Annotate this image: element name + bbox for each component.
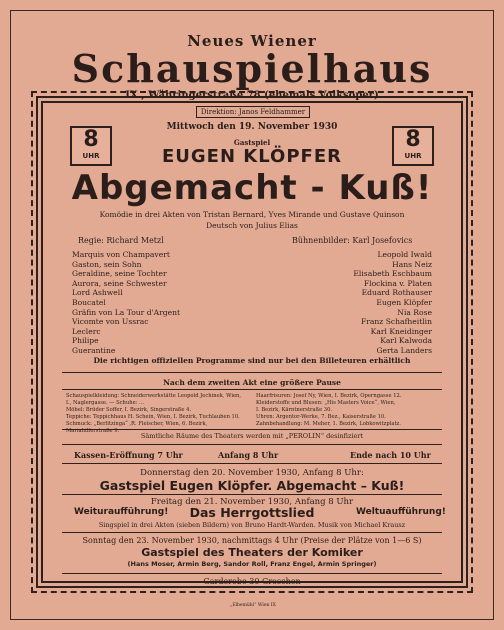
supplier-line: Teppiche: Teppichhaus H. Schein, Wien, I. Bezirk, Tuchlauben 10. [66, 414, 240, 420]
cast-actor: Eugen Klöpfer [376, 297, 432, 307]
event-date: Mittwoch den 19. November 1930 [166, 122, 338, 132]
friday-date: Freitag den 21. November 1930, Anfang 8 Uhr [150, 497, 354, 507]
friday-title: Das Herrgottslied [189, 505, 315, 520]
cast-actor: Elisabeth Eschbaum [353, 269, 432, 279]
cast-role: Gaston, sein Sohn [72, 259, 142, 269]
cast-row [72, 308, 432, 318]
cast-role: Philipe [72, 336, 99, 346]
sunday-cast: (Hans Moser, Armin Berg, Sandor Roll, Franz Engel, Armin Springer) [127, 560, 377, 568]
cast-row [72, 336, 432, 346]
cast-actor: Karl Kalwoda [380, 336, 432, 346]
cast-row [72, 279, 432, 289]
supplier-line: Schauspielkleidung: Schneiderwerkstätte Leopold Jechinek, Wien, [66, 393, 242, 399]
divider [62, 444, 442, 445]
supplier-line: Uhren: Argentor-Werke, 7. Bez., Kaiserstraße 10. [256, 414, 386, 420]
cast-role: Guerantine [72, 345, 116, 355]
cast-row [72, 327, 432, 337]
programme-note: Die richtigen offiziellen Programme sind nur bei den Billeteuren erhältlich [93, 356, 411, 365]
suppliers-right [256, 393, 440, 428]
divider [62, 494, 442, 495]
direction: Direktion: Janos Feldhammer [196, 106, 310, 118]
cast-actor: Hans Neiz [392, 259, 432, 269]
printer: „Elbemühl“ Wien IX [230, 603, 276, 608]
cast-row [72, 269, 432, 279]
cast-list [72, 250, 432, 356]
premiere-left: Weituraufführung! [74, 507, 169, 517]
supplier-line: I. Bezirk, Kärntnerstraße 30. [256, 407, 333, 413]
header-neues: Neues Wiener [187, 32, 317, 50]
cast-row [72, 288, 432, 298]
cast-actor: Gerta Landers [376, 345, 432, 355]
cast-role: Leclerc [72, 326, 101, 336]
play-title: Abgemacht - Kuß! [71, 168, 433, 208]
perolin-note: Sämtliche Räume des Theaters werden mit „PEROLIN“ desinfiziert [140, 432, 364, 440]
thursday-date: Donnerstag den 20. November 1930, Anfang 8 Uhr: [140, 468, 364, 478]
supplier-line: Möbel: Brüder Soffer, I. Bezirk, Singerstraße 4. [66, 407, 192, 413]
sunday-title: Gastspiel des Theaters der Komiker [141, 546, 363, 559]
cast-actor: Eduard Rothauser [361, 288, 432, 298]
divider [62, 463, 442, 464]
cast-row [72, 260, 432, 270]
play-subtitle: Komödie in drei Akten von Tristan Bernard, Yves Mirande und Gustave Quinson [99, 210, 405, 219]
time-box-number: 8 [83, 127, 99, 152]
translator: Deutsch von Julius Elias [206, 221, 298, 230]
sunday-date: Sonntag den 23. November 1930, nachmittags 4 Uhr (Preise der Plätze von 1—6 S) [82, 536, 422, 545]
premiere-right: Weltuaufführung! [356, 507, 446, 517]
theater-name: Schauspielhaus [71, 46, 433, 91]
star-name: EUGEN KLÖPFER [161, 146, 343, 167]
divider [62, 532, 442, 533]
cast-row [72, 298, 432, 308]
cast-role: Marquis von Champavert [72, 250, 170, 259]
cast-actor: Nia Rose [397, 307, 432, 317]
supplier-line: Kleiderstoffe und Blusen: „His Masters Voice“, Wien, [256, 400, 396, 406]
cast-row [72, 317, 432, 327]
thursday-title: Gastspiel Eugen Klöpfer. Abgemacht – Kuß! [99, 478, 405, 493]
kasse: Kassen-Eröffnung 7 Uhr [74, 450, 183, 460]
divider [62, 372, 442, 373]
time-box-unit: UHR [82, 152, 100, 160]
regie: Regie: Richard Metzl [78, 236, 164, 245]
anfang: Anfang 8 Uhr [218, 450, 279, 460]
cast-row [72, 346, 432, 356]
cast-actor: Flockina v. Platen [363, 278, 432, 288]
cast-role: Vicomte von Ussrac [72, 317, 149, 327]
cast-actor: Leopold Iwald [377, 250, 432, 259]
gastspiel-label: Gastspiel [233, 138, 271, 147]
theater-address: IX., Währingerstraße 78 (ehemals Volksoper) [125, 90, 379, 101]
time-box-number: 8 [405, 127, 421, 152]
time-box-unit: UHR [404, 152, 422, 160]
divider [62, 429, 442, 430]
cast-role: Geraldine, seine Tochter [72, 269, 167, 279]
cast-role: Lord Ashwell [72, 288, 123, 298]
divider [62, 389, 442, 390]
cast-actor: Karl Kneidinger [370, 326, 432, 336]
supplier-line: Haarfrisuren: Josef Ny, Wien, I. Bezirk, Operngasse 12. [256, 393, 402, 399]
supplier-line: I., Naglergasse. — Schuhe: ... [66, 400, 144, 406]
cast-row [72, 250, 432, 260]
divider [62, 573, 442, 574]
friday-subtitle: Singspiel in drei Akten (sieben Bildern) von Bruno Hardt-Warden. Musik von Michael Krausz [98, 521, 406, 529]
cast-role: Gräfin von La Tour d'Argent [72, 307, 181, 317]
supplier-line: Zahnbehandlung: M. Meher, 1. Bezirk, Lobkowitzplatz. [256, 421, 401, 427]
cast-role: Boucatel [72, 297, 106, 307]
garderobe: Garderobe 30 Groschen [203, 577, 301, 586]
supplier-line: Schmuck: „Berlitzinga“ ,R. Fleischer, Wien, 6. Bezirk, Mariahilferstraße 9. [66, 421, 208, 434]
ende: Ende nach 10 Uhr [350, 450, 431, 460]
cast-role: Aurora, seine Schwester [72, 278, 167, 288]
buehnenbilder: Bühnenbilder: Karl Josefovics [292, 236, 413, 245]
cast-actor: Franz Schafheitlin [360, 317, 432, 327]
pause-note: Nach dem zweiten Akt eine größere Pause [163, 378, 341, 387]
